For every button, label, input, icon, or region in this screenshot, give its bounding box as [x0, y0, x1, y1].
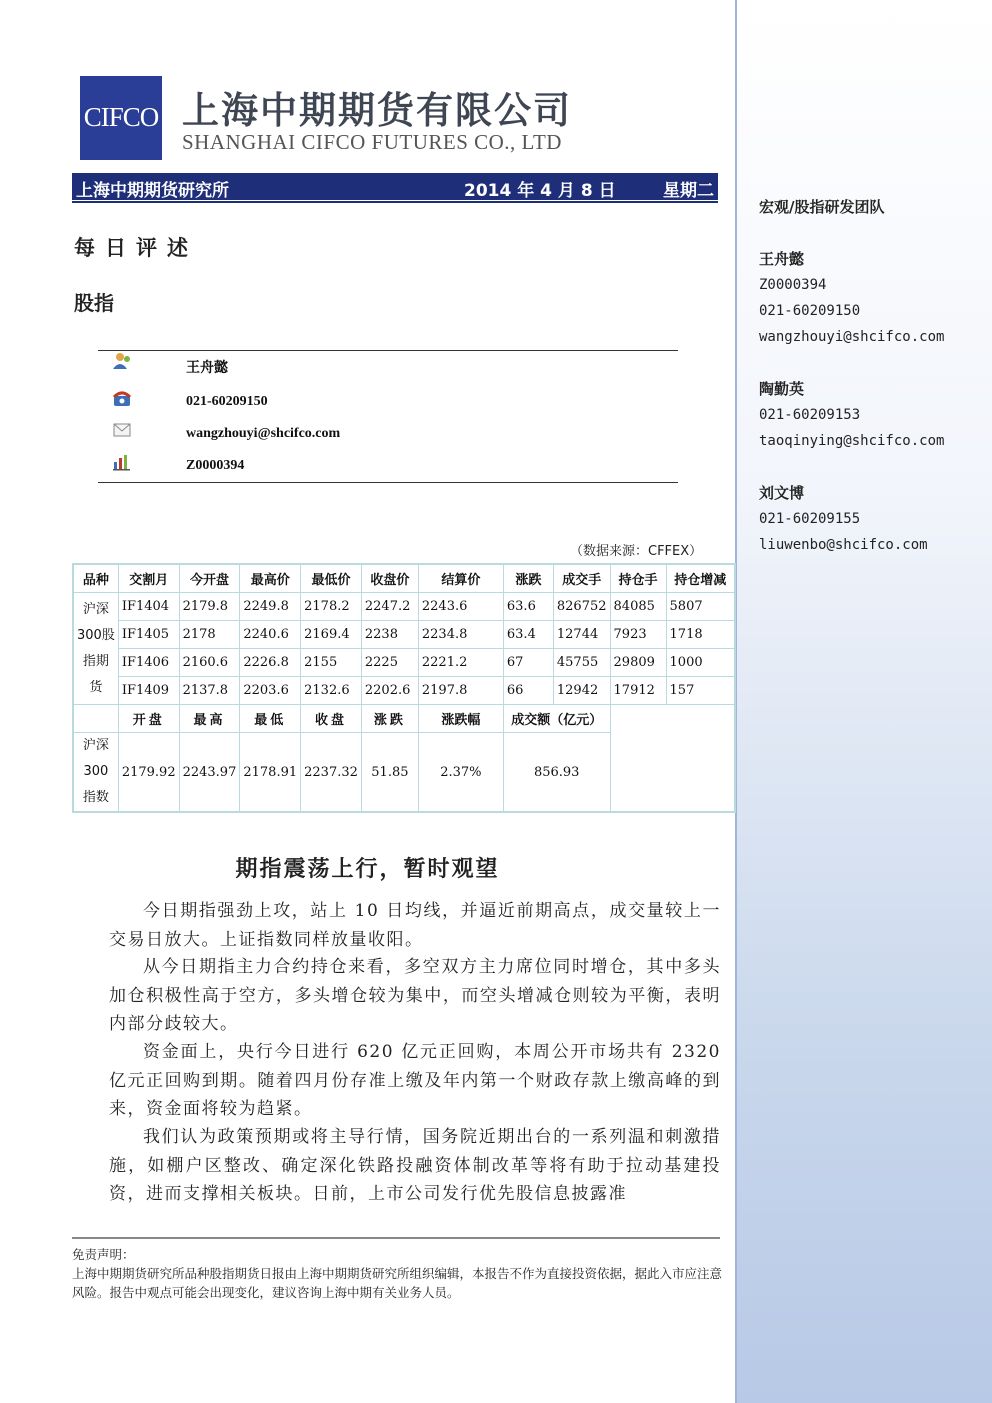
category-line: 沪深	[82, 738, 109, 753]
table-cell: 157	[666, 677, 735, 705]
empty-cell	[73, 705, 118, 733]
table-row	[73, 593, 735, 621]
author-license: Z0000394	[186, 458, 245, 473]
company-logo	[80, 76, 162, 160]
table-cell: 17912	[610, 677, 666, 705]
contact-name: 刘文博	[759, 484, 805, 502]
table-cell: 66	[503, 677, 553, 705]
table-cell: 2237.32	[301, 733, 362, 813]
report-date: 2014 年 4 月 8 日	[464, 181, 616, 201]
header-cell: 成交额（亿元）	[503, 705, 610, 733]
table-cell: 2178.91	[240, 733, 301, 813]
contact-phone: 021-60209153	[759, 407, 861, 423]
author-phone: 021-60209150	[186, 394, 268, 409]
contact-name: 陶勤英	[759, 380, 805, 398]
telephone-icon	[112, 390, 132, 408]
header-cell: 成交手	[553, 564, 610, 593]
header-cell: 收盘	[301, 705, 362, 733]
table-cell: 2243.6	[418, 593, 503, 621]
category-line: 300	[83, 764, 109, 779]
header-cell: 涨跌幅	[418, 705, 503, 733]
header-cell: 持仓增减	[666, 564, 735, 593]
table-cell: 29809	[610, 649, 666, 677]
contact-email[interactable]: wangzhouyi@shcifco.com	[759, 329, 945, 345]
header-cell: 品种	[73, 564, 118, 593]
team-sidebar	[735, 0, 992, 1403]
table-cell: 2238	[361, 621, 418, 649]
header-cell: 涨跌	[361, 705, 418, 733]
table-row	[73, 649, 735, 677]
disclaimer-text: 上海中期期货研究所品种股指期货日报由上海中期期货研究所组织编辑，本报告不作为直接投资依据，据此入市应注意风险。报告中观点可能会出现变化，建议咨询上海中期有关业务人员。	[72, 1266, 723, 1300]
table-cell: 2234.8	[418, 621, 503, 649]
table-cell: 1000	[666, 649, 735, 677]
header-cell: 最高	[179, 705, 240, 733]
table-cell: IF1405	[118, 621, 179, 649]
table-cell: 2160.6	[179, 649, 240, 677]
index-header-row	[73, 705, 735, 733]
header-cell: 交割月	[118, 564, 179, 593]
category-line: 指期	[82, 653, 109, 669]
article-title: 期指震荡上行，暂时观望	[235, 857, 500, 882]
table-cell: 51.85	[361, 733, 418, 813]
logo-mark: CIFCO	[83, 102, 159, 132]
table-cell: 2169.4	[301, 621, 362, 649]
table-row	[73, 677, 735, 705]
header-cell: 收盘价	[361, 564, 418, 593]
category-line: 货	[89, 679, 103, 695]
article-paragraph: 我们认为政策预期或将主导行情，国务院近期出台的一系列温和刺激措施，如棚户区整改、确定深化铁路投融资体制改革等将有助于拉动基建投资，进而支撑相关板块。日前，上市公司发行优先股信息披露准	[109, 1127, 721, 1204]
table-cell: 2226.8	[240, 649, 301, 677]
subsection-heading: 股指	[74, 291, 114, 315]
contact-tao	[759, 376, 944, 454]
table-cell: 2178	[179, 621, 240, 649]
empty-cell	[610, 705, 735, 813]
article-paragraph: 今日期指强劲上攻，站上 10 日均线，并逼近前期高点，成交量较上一交易日放大。上证指数同样放量收阳。	[109, 901, 721, 950]
table-cell: IF1409	[118, 677, 179, 705]
header-cell: 涨跌	[503, 564, 553, 593]
table-cell: 2249.8	[240, 593, 301, 621]
card-bottom-rule	[98, 482, 678, 483]
table-cell: 63.6	[503, 593, 553, 621]
table-cell: 2197.8	[418, 677, 503, 705]
contact-email[interactable]: liuwenbo@shcifco.com	[759, 537, 928, 553]
table-cell: IF1404	[118, 593, 179, 621]
contact-phone: 021-60209155	[759, 511, 861, 527]
header-cell: 今开盘	[179, 564, 240, 593]
section-heading: 每日评述	[74, 236, 198, 260]
disclaimer	[72, 1245, 722, 1302]
table-cell: 12744	[553, 621, 610, 649]
team-title: 宏观/股指研发团队	[759, 198, 885, 216]
contact-license: Z0000394	[759, 277, 827, 293]
table-cell: 63.4	[503, 621, 553, 649]
header-cell: 持仓手	[610, 564, 666, 593]
header-cell: 最低价	[301, 564, 362, 593]
table-cell: 7923	[610, 621, 666, 649]
table-cell: 2155	[301, 649, 362, 677]
contact-phone: 021-60209150	[759, 303, 861, 319]
header-band	[72, 173, 718, 200]
company-name-en: SHANGHAI CIFCO FUTURES CO., LTD	[182, 130, 562, 154]
chart-icon	[112, 453, 132, 471]
table-cell: 1718	[666, 621, 735, 649]
table-cell: 2240.6	[240, 621, 301, 649]
table-cell: 5807	[666, 593, 735, 621]
table-cell: 84085	[610, 593, 666, 621]
table-cell: 2247.2	[361, 593, 418, 621]
table-cell: 2203.6	[240, 677, 301, 705]
header-cell: 最低	[240, 705, 301, 733]
header-cell: 最高价	[240, 564, 301, 593]
table-cell: 45755	[553, 649, 610, 677]
category-cell	[73, 733, 118, 813]
author-name: 王舟懿	[186, 361, 228, 376]
header-cell: 结算价	[418, 564, 503, 593]
table-cell: IF1406	[118, 649, 179, 677]
table-cell: 2243.97	[179, 733, 240, 813]
article-paragraph: 从今日期指主力合约持仓来看，多空双方主力席位同时增仓，其中多头加仓积极性高于空方，多头增仓较为集中，而空头增减仓则较为平衡，表明内部分歧较大。	[109, 957, 721, 1034]
contact-email[interactable]: taoqinying@shcifco.com	[759, 433, 945, 449]
data-source: （数据来源：CFFEX）	[570, 544, 703, 559]
table-cell: 2225	[361, 649, 418, 677]
contact-wang	[759, 246, 944, 350]
category-line: 指数	[82, 790, 109, 805]
table-cell: 2179.8	[179, 593, 240, 621]
category-cell	[73, 593, 118, 705]
table-cell: 2137.8	[179, 677, 240, 705]
contact-name: 王舟懿	[759, 250, 805, 268]
table-cell: 2178.2	[301, 593, 362, 621]
institute-name: 上海中期期货研究所	[76, 181, 229, 201]
table-cell: 856.93	[503, 733, 610, 813]
table-cell: 2.37%	[418, 733, 503, 813]
person-icon	[112, 352, 132, 370]
disclaimer-label: 免责声明：	[72, 1247, 135, 1262]
disclaimer-divider	[72, 1237, 720, 1239]
category-line: 沪深	[82, 601, 109, 617]
card-top-rule	[98, 350, 678, 351]
futures-table	[72, 563, 736, 813]
category-line: 300股	[77, 627, 115, 643]
company-name-cn: 上海中期期货有限公司	[182, 89, 572, 132]
table-cell: 67	[503, 649, 553, 677]
article-paragraph: 资金面上，央行今日进行 620 亿元正回购，本周公开市场共有 2320 亿元正回购到期。随着四月份存准上缴及年内第一个财政存款上缴高峰的到来，资金面将较为趋紧。	[109, 1042, 721, 1119]
report-weekday: 星期二	[663, 181, 714, 201]
table-cell: 2179.92	[118, 733, 179, 813]
table-row	[73, 621, 735, 649]
envelope-icon	[112, 421, 132, 439]
contact-liu	[759, 480, 928, 558]
table-cell: 12942	[553, 677, 610, 705]
table-header-row	[73, 564, 735, 593]
table-cell: 2132.6	[301, 677, 362, 705]
table-cell: 2221.2	[418, 649, 503, 677]
table-cell: 826752	[553, 593, 610, 621]
author-email[interactable]: wangzhouyi@shcifco.com	[186, 426, 341, 441]
header-cell: 开盘	[118, 705, 179, 733]
table-cell: 2202.6	[361, 677, 418, 705]
header-divider	[72, 201, 718, 203]
